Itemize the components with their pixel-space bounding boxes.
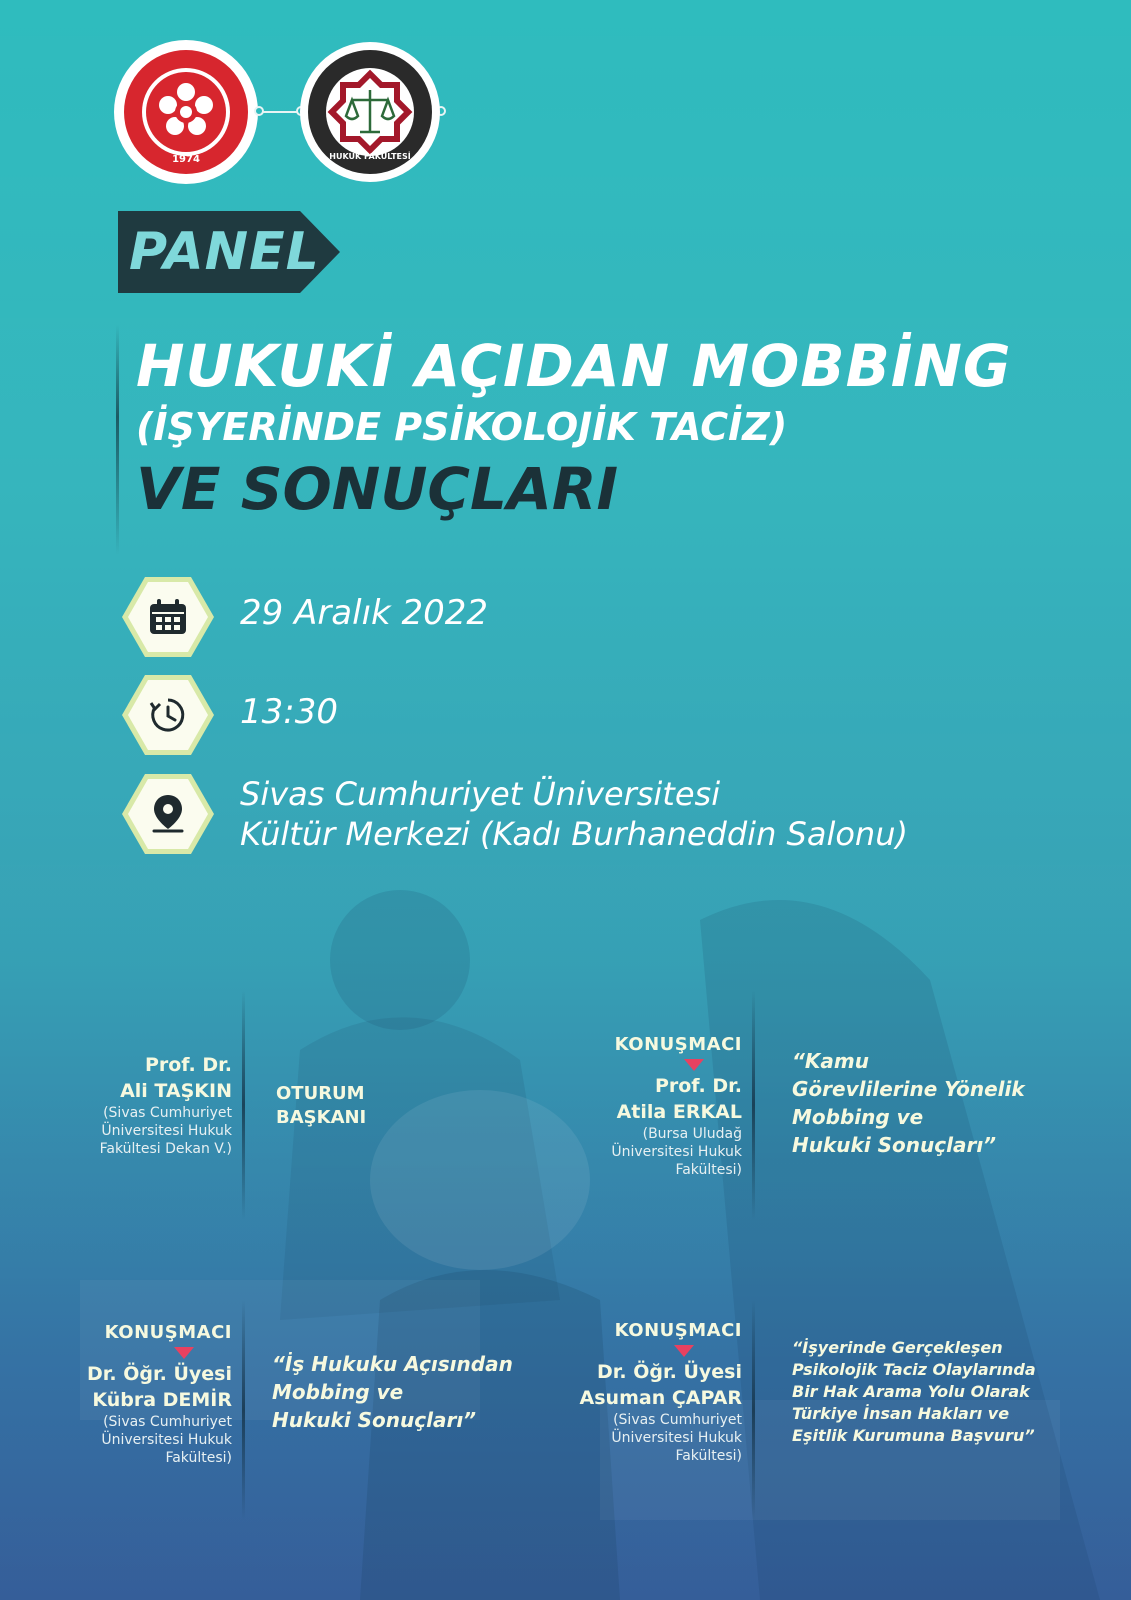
talk-line: Hukuki Sonuçları” <box>792 1133 997 1157</box>
divider-line <box>242 1300 245 1520</box>
venue-line-2: Kültür Merkezi (Kadı Burhaneddin Salonu) <box>240 815 908 853</box>
talk-line: “İş Hukuku Açısından <box>272 1352 513 1376</box>
speaker-role: KONUŞMACI <box>614 1034 742 1055</box>
talk-line: Bir Hak Arama Yolu Olarak <box>792 1382 1030 1401</box>
speaker-affiliation-3: Fakültesi) <box>675 1162 742 1178</box>
speaker-affiliation-1: (Sivas Cumhuriyet <box>613 1412 742 1428</box>
chair-affiliation-3: Fakültesi Dekan V.) <box>99 1141 232 1157</box>
speaker-name: Asuman ÇAPAR <box>579 1387 742 1409</box>
chair-name: Ali TAŞKIN <box>120 1080 232 1102</box>
speaker-role: KONUŞMACI <box>614 1320 742 1341</box>
title-line-2: (İŞYERİNDE PSİKOLOJİK TACİZ) <box>136 405 788 449</box>
chair-title: Prof. Dr. <box>144 1054 232 1076</box>
role-marker-icon <box>540 1345 742 1357</box>
talk-line: Görevlilerine Yönelik <box>792 1077 1025 1101</box>
speaker-affiliation-1: (Sivas Cumhuriyet <box>103 1414 232 1430</box>
speaker-title: Dr. Öğr. Üyesi <box>86 1363 232 1385</box>
divider-line <box>242 990 245 1220</box>
talk-title <box>792 1047 1025 1159</box>
role-marker-icon <box>560 1059 742 1071</box>
talk-line: Türkiye İnsan Hakları ve <box>792 1404 1010 1423</box>
title-accent-bar <box>116 325 119 555</box>
talk-line: Psikolojik Taciz Olaylarında <box>792 1360 1036 1379</box>
calendar-icon <box>148 598 188 636</box>
university-logo <box>114 40 258 184</box>
logo-bottom-text: HUKUK FAKÜLTESİ <box>329 152 411 161</box>
speaker-block <box>540 1320 742 1465</box>
talk-line: Mobbing ve <box>272 1380 404 1404</box>
talk-line: Eşitlik Kurumuna Başvuru” <box>792 1426 1035 1445</box>
talk-line: “İşyerinde Gerçekleşen <box>792 1338 1003 1357</box>
chair-role-line-1: OTURUM <box>276 1083 365 1104</box>
chair-role-line-2: BAŞKANI <box>276 1107 367 1128</box>
logo-connector-dot <box>254 106 264 116</box>
talk-title <box>272 1350 513 1434</box>
event-date: 29 Aralık 2022 <box>240 593 489 633</box>
divider-line <box>752 990 755 1220</box>
title-line-3: VE SONUÇLARI <box>136 455 619 523</box>
speaker-affiliation-3: Fakültesi) <box>165 1450 232 1466</box>
panel-label: PANEL <box>129 222 320 282</box>
law-faculty-logo <box>300 42 440 182</box>
logo-year: 1974 <box>172 154 200 165</box>
divider-line <box>752 1300 755 1520</box>
talk-line: “Kamu <box>792 1049 869 1073</box>
venue-line-1: Sivas Cumhuriyet Üniversitesi <box>240 775 721 813</box>
talk-line: Mobbing ve <box>792 1105 924 1129</box>
speaker-affiliation-1: (Bursa Uludağ <box>642 1126 742 1142</box>
chair-affiliation-1: (Sivas Cumhuriyet <box>103 1105 232 1121</box>
clock-icon <box>148 695 188 735</box>
talk-title <box>792 1337 1036 1447</box>
logo-connector <box>258 111 300 113</box>
speaker-affiliation-2: Üniversitesi Hukuk <box>611 1144 742 1160</box>
speaker-affiliation-2: Üniversitesi Hukuk <box>101 1432 232 1448</box>
speaker-title: Prof. Dr. <box>654 1075 742 1097</box>
chair-role <box>276 1082 366 1130</box>
role-marker-icon <box>40 1347 232 1359</box>
speaker-affiliation-3: Fakültesi) <box>675 1448 742 1464</box>
speaker-name: Atila ERKAL <box>616 1101 742 1123</box>
speaker-role: KONUŞMACI <box>104 1322 232 1343</box>
chair-block <box>40 1052 232 1158</box>
speaker-name: Kübra DEMİR <box>92 1389 232 1411</box>
chair-affiliation-2: Üniversitesi Hukuk <box>101 1123 232 1139</box>
event-time: 13:30 <box>240 692 338 732</box>
speaker-title: Dr. Öğr. Üyesi <box>596 1361 742 1383</box>
speaker-block <box>40 1322 232 1467</box>
title-line-1: HUKUKİ AÇIDAN MOBBİNG <box>136 332 1012 400</box>
location-pin-icon <box>148 793 188 835</box>
speaker-affiliation-2: Üniversitesi Hukuk <box>611 1430 742 1446</box>
talk-line: Hukuki Sonuçları” <box>272 1408 477 1432</box>
speaker-block <box>560 1034 742 1179</box>
